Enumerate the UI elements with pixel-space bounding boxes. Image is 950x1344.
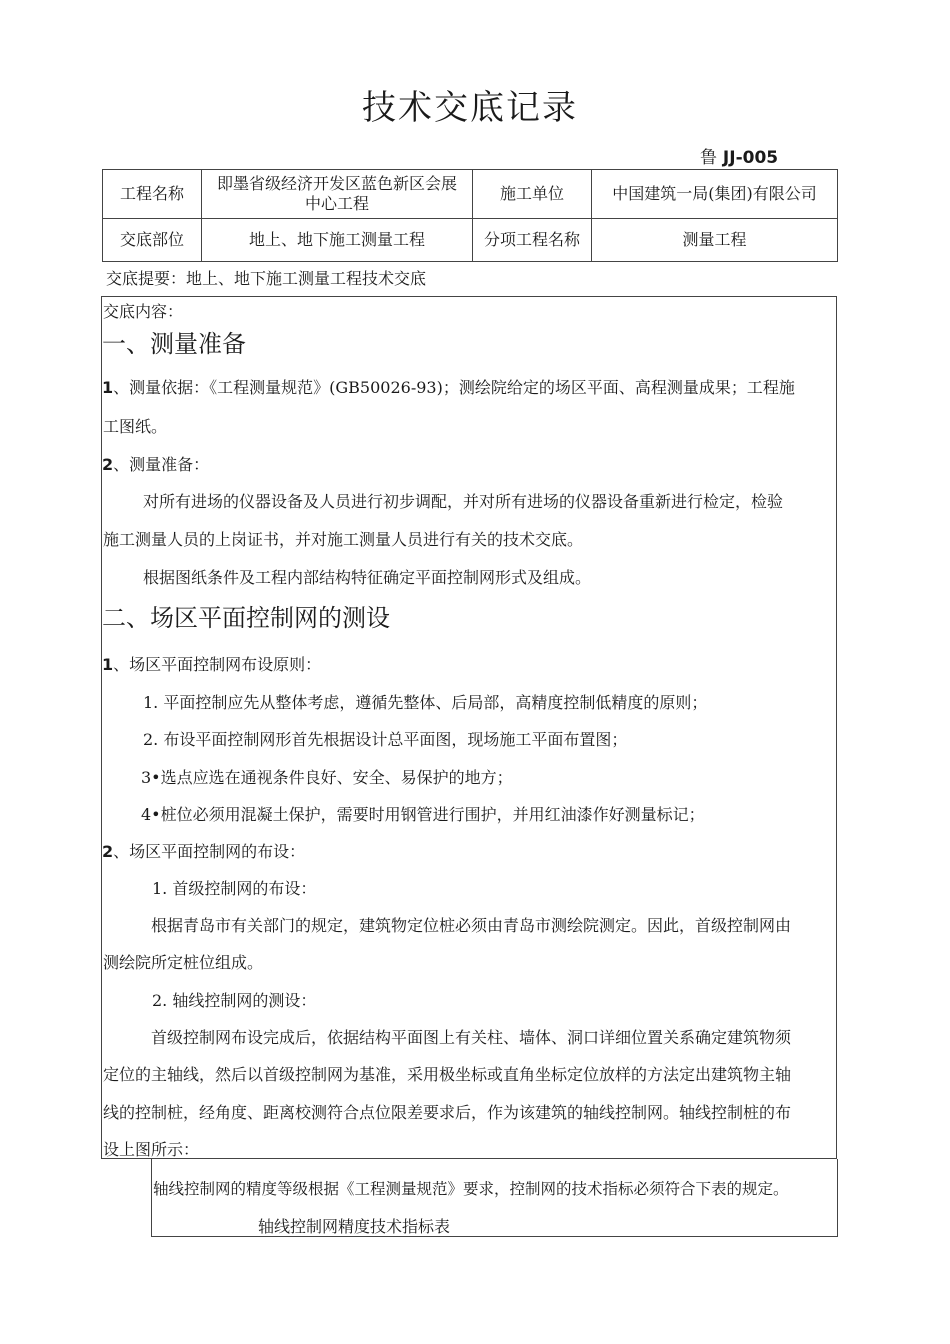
paragraph: 轴线控制网的精度等级根据《工程测量规范》要求，控制网的技术指标必须符合下表的规定。 — [153, 1180, 789, 1198]
project-name-line2: 中心工程 — [304, 194, 369, 213]
list-item: 4•桩位必须用混凝土保护，需要时用钢管进行围护，并用红油漆作好测量标记； — [141, 805, 705, 824]
paragraph: 对所有进场的仪器设备及人员进行初步调配，并对所有进场的仪器设备重新进行检定，检验 — [143, 492, 784, 511]
sub-heading: 2. 轴线控制网的测设： — [152, 991, 317, 1010]
paragraph: 根据青岛市有关部门的规定，建筑物定位桩必须由青岛市测绘院测定。因此，首级控制网由 — [151, 916, 792, 935]
construction-unit-value: 中国建筑一局(集团)有限公司 — [592, 170, 838, 219]
part-label: 交底部位 — [103, 219, 202, 262]
code-prefix: 鲁 — [700, 148, 717, 168]
project-name-line1: 即墨省级经济开发区蓝色新区会展 — [216, 174, 457, 193]
paragraph: 根据图纸条件及工程内部结构特征确定平面控制网形式及组成。 — [143, 568, 592, 587]
code-number: JJ-005 — [722, 148, 779, 168]
part-value: 地上、地下施工测量工程 — [202, 219, 473, 262]
paragraph: 设上图所示： — [103, 1140, 200, 1159]
header-table — [102, 169, 838, 262]
project-name-label: 工程名称 — [103, 170, 202, 219]
paragraph: 测绘院所定桩位组成。 — [103, 953, 264, 972]
paragraph: 1、场区平面控制网布设原则： — [102, 655, 322, 674]
paragraph: 首级控制网布设完成后，依据结构平面图上有关柱、墙体、洞口详细位置关系确定建筑物须 — [151, 1028, 792, 1047]
project-name-value — [202, 170, 473, 219]
paragraph: 定位的主轴线，然后以首级控制网为基准，采用极坐标或直角坐标定位放样的方法定出建筑物主轴 — [103, 1065, 792, 1084]
summary-text: 交底提要：地上、地下施工测量工程技术交底 — [106, 269, 427, 288]
document-title: 技术交底记录 — [362, 88, 578, 128]
section-2-heading: 二、场区平面控制网的测设 — [102, 604, 390, 632]
table-row — [103, 170, 838, 219]
construction-unit-label: 施工单位 — [473, 170, 592, 219]
sub-project-label: 分项工程名称 — [473, 219, 592, 262]
sub-project-value: 测量工程 — [592, 219, 838, 262]
list-item: 1. 平面控制应先从整体考虑，遵循先整体、后局部，高精度控制低精度的原则； — [143, 693, 708, 712]
paragraph: 工图纸。 — [103, 417, 168, 436]
paragraph: 2、测量准备： — [102, 455, 210, 474]
paragraph: 施工测量人员的上岗证书，并对施工测量人员进行有关的技术交底。 — [103, 530, 584, 549]
content-label: 交底内容： — [103, 302, 184, 321]
sub-heading: 1. 首级控制网的布设： — [152, 879, 317, 898]
section-1-heading: 一、测量准备 — [102, 330, 246, 358]
paragraph: 线的控制桩，经角度、距离校测符合点位限差要求后，作为该建筑的轴线控制网。轴线控制桩的布 — [103, 1103, 792, 1122]
document-code — [700, 143, 778, 168]
table-title: 轴线控制网精度技术指标表 — [258, 1217, 451, 1236]
table-row — [103, 219, 838, 262]
paragraph: 2、场区平面控制网的布设： — [102, 842, 306, 861]
paragraph: 1、测量依据：《工程测量规范》(GB50026-93)；测绘院给定的场区平面、高程测量成果；工程施 — [102, 378, 795, 397]
list-item: 3•选点应选在通视条件良好、安全、易保护的地方； — [141, 768, 513, 787]
list-item: 2. 布设平面控制网形首先根据设计总平面图，现场施工平面布置图； — [143, 730, 628, 749]
